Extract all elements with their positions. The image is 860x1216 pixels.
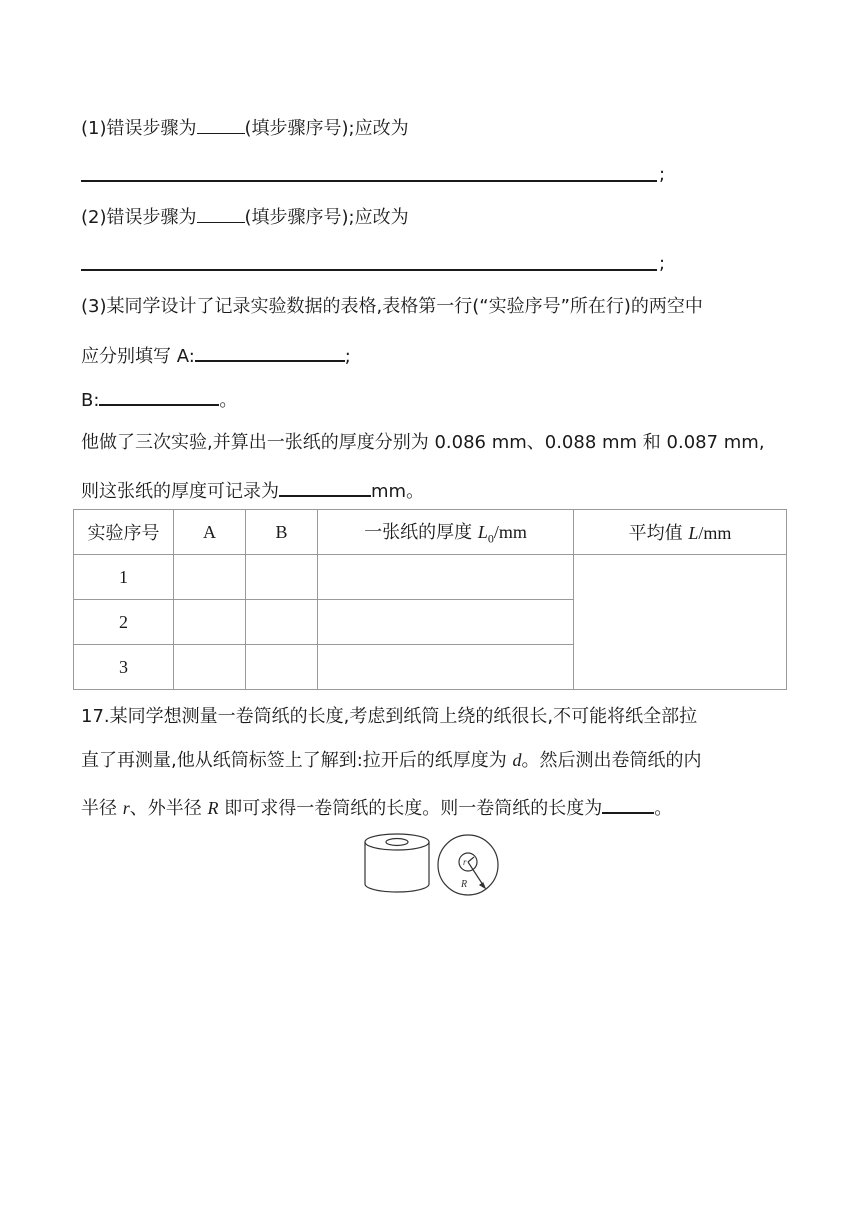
q2-line <box>81 204 409 231</box>
header-a: A <box>174 510 246 555</box>
q3-b-blank[interactable] <box>99 386 219 406</box>
q2-step-blank[interactable] <box>197 204 245 223</box>
var-l-avg: L <box>688 523 699 543</box>
var-r: r <box>122 798 130 818</box>
q1-step-blank[interactable] <box>197 115 245 134</box>
q3-a-blank[interactable] <box>195 342 345 362</box>
paper-roll-figure <box>360 832 505 900</box>
header-b: B <box>246 510 318 555</box>
figure-label-big-r: R <box>461 879 468 890</box>
header-average <box>574 510 787 555</box>
q3-a-label: 应分别填写 A: <box>81 346 195 367</box>
q3-a-end: ; <box>344 346 351 367</box>
row-number: 1 <box>74 555 174 600</box>
header-thickness <box>318 510 574 555</box>
header-trial-number: 实验序号 <box>74 510 174 555</box>
table-row <box>74 555 787 600</box>
cell-thickness[interactable] <box>318 645 574 690</box>
var-l: L <box>477 521 488 542</box>
q17-line3-a: 半径 <box>81 798 123 819</box>
cell-a[interactable] <box>174 600 246 645</box>
roll-side-view <box>365 834 429 892</box>
q1-prefix: (1)错误步骤为 <box>81 118 197 139</box>
q3-b-label: B: <box>81 390 100 411</box>
q3-line1: (3)某同学设计了记录实验数据的表格,表格第一行(“实验序号”所在行)的两空中 <box>81 296 703 317</box>
q3-line4: 他做了三次实验,并算出一张纸的厚度分别为 0.086 mm、0.088 mm 和 0.087 mm, <box>81 432 765 453</box>
cell-thickness[interactable] <box>318 600 574 645</box>
q3-line2 <box>81 342 351 370</box>
data-table <box>73 509 787 690</box>
q1-suffix: (填步骤序号);应改为 <box>244 118 409 139</box>
cell-a[interactable] <box>174 555 246 600</box>
q3-line5 <box>81 477 424 505</box>
q3-line5-prefix: 则这张纸的厚度可记录为 <box>81 481 279 502</box>
q17-line3 <box>81 794 672 822</box>
cell-thickness[interactable] <box>318 555 574 600</box>
row-number: 3 <box>74 645 174 690</box>
var-l-sub: 0 <box>487 531 494 546</box>
q17-answer-blank[interactable] <box>602 794 654 814</box>
q17-line3-c: 即可求得一卷筒纸的长度。则一卷筒纸的长度为 <box>218 798 603 819</box>
figure-label-r: r <box>463 857 467 867</box>
q3-b-end: 。 <box>219 390 238 411</box>
cell-b[interactable] <box>246 555 318 600</box>
header-thickness-unit: /mm <box>493 521 527 542</box>
q3-line5-unit: mm。 <box>371 481 425 502</box>
cell-a[interactable] <box>174 645 246 690</box>
q17-line2-prefix: 直了再测量,他从纸筒标签上了解到:拉开后的纸厚度为 <box>81 750 513 771</box>
q3-thickness-blank[interactable] <box>279 477 371 497</box>
header-average-unit: /mm <box>698 523 732 543</box>
q2-suffix: (填步骤序号);应改为 <box>244 207 409 228</box>
q17-line2-suffix: 。然后测出卷筒纸的内 <box>521 750 702 771</box>
roll-top-view <box>438 835 498 895</box>
table-header-row <box>74 510 787 555</box>
cell-average[interactable] <box>574 555 787 690</box>
q17-line1: 17.某同学想测量一卷筒纸的长度,考虑到纸筒上绕的纸很长,不可能将纸全部拉 <box>81 706 698 727</box>
q2-answer-line[interactable] <box>81 269 657 271</box>
q3-line3 <box>81 386 237 414</box>
q1-answer-line[interactable] <box>81 180 657 182</box>
cell-b[interactable] <box>246 645 318 690</box>
q17-line3-b: 、外半径 <box>129 798 208 819</box>
row-number: 2 <box>74 600 174 645</box>
var-d: d <box>512 750 522 770</box>
q2-prefix: (2)错误步骤为 <box>81 207 197 228</box>
q17-line2 <box>81 747 702 774</box>
var-big-r: R <box>207 798 219 818</box>
header-average-label: 平均值 <box>628 523 683 544</box>
q2-end: ; <box>659 253 666 274</box>
q1-line <box>81 115 409 142</box>
q17-line3-end: 。 <box>654 798 673 819</box>
header-thickness-label: 一张纸的厚度 <box>364 521 473 543</box>
cell-b[interactable] <box>246 600 318 645</box>
q1-end: ; <box>659 164 666 185</box>
